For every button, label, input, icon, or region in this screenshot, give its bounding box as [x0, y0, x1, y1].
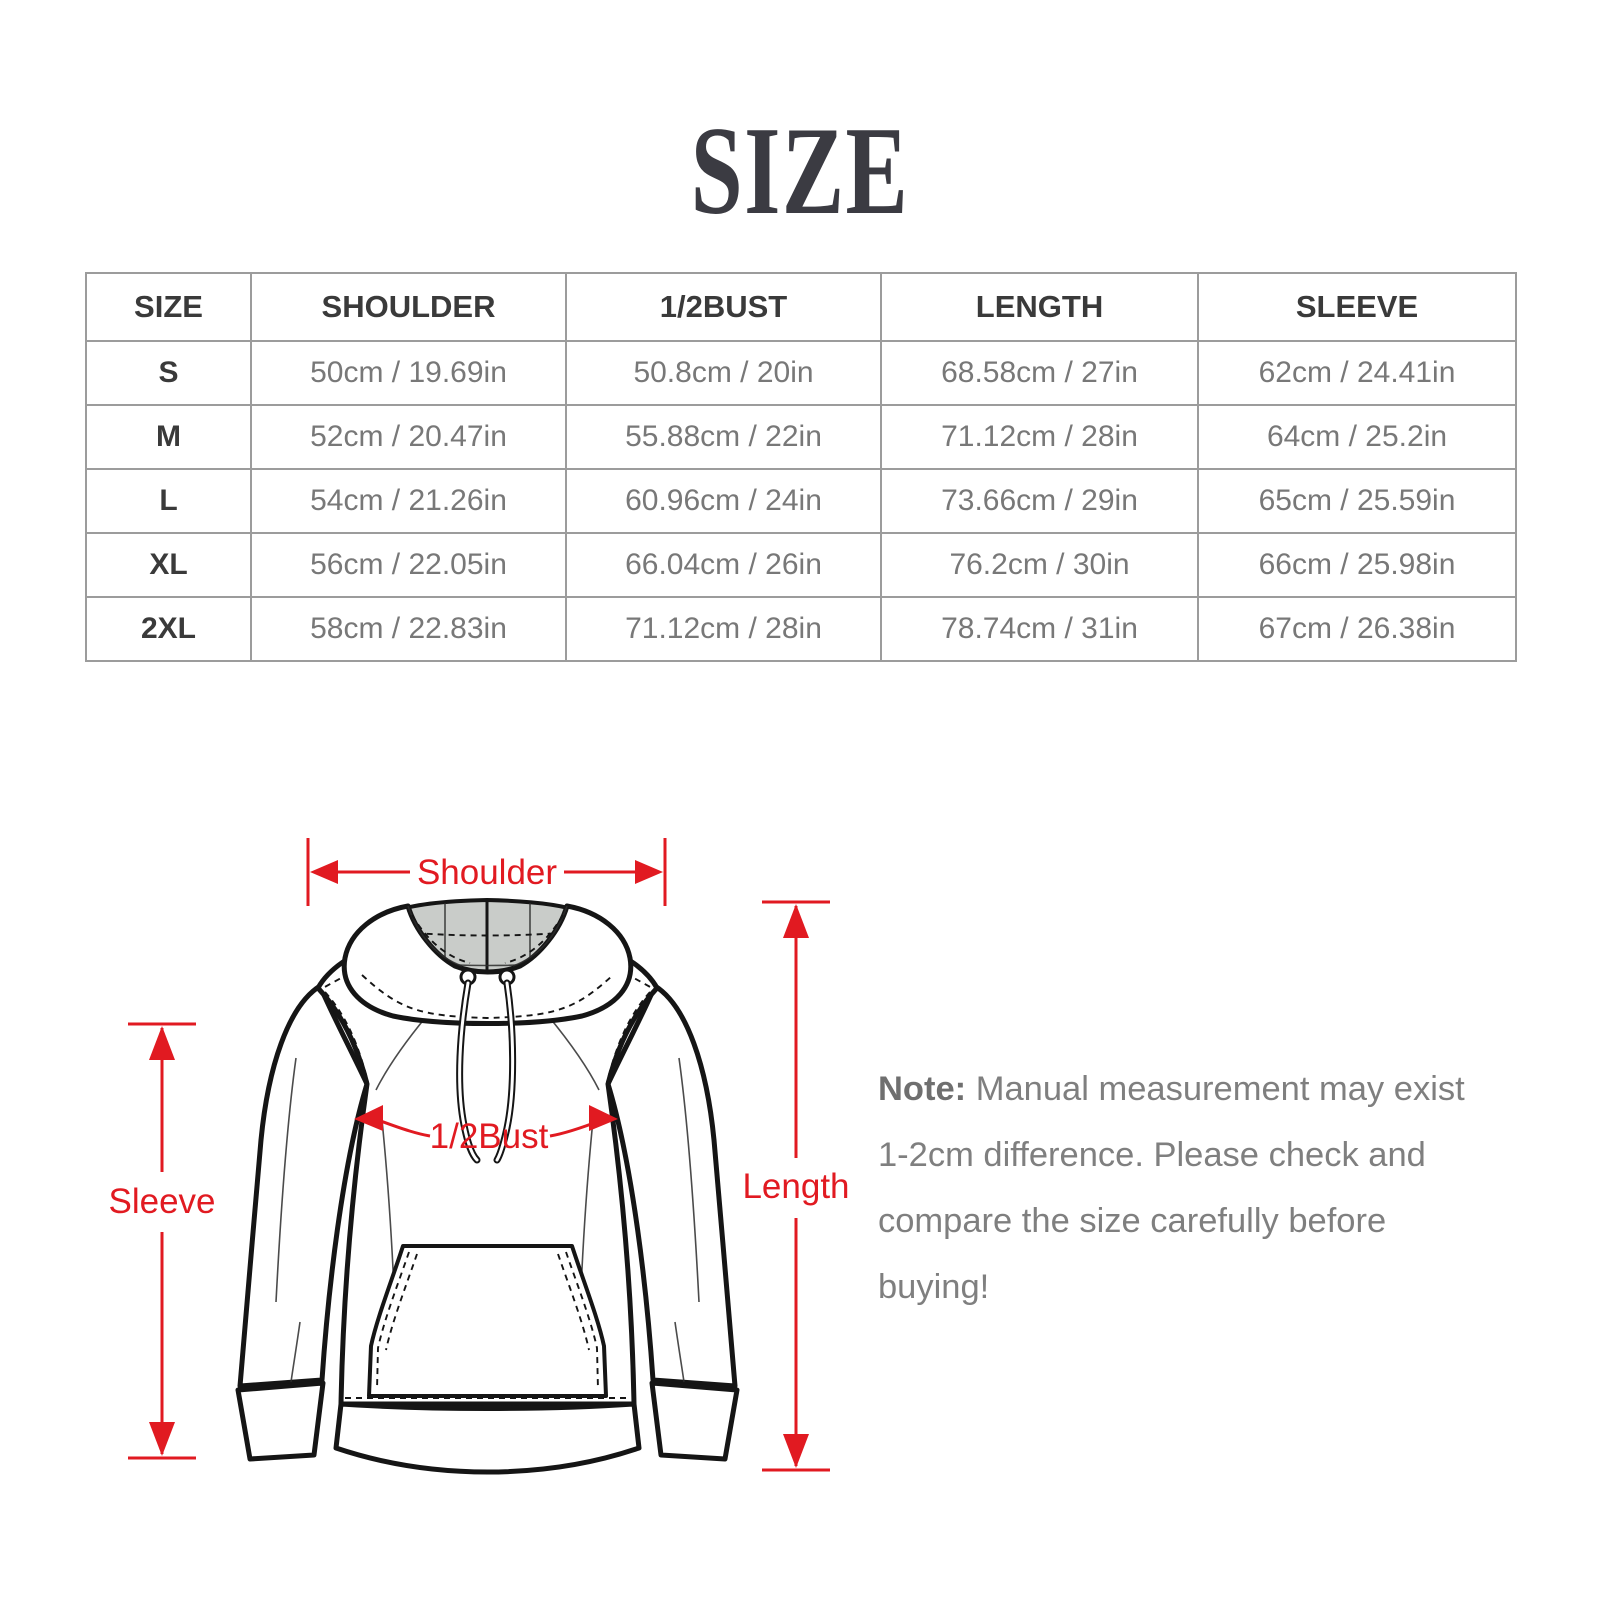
sleeve-arrow [108, 1024, 215, 1458]
col-header-size: SIZE [86, 273, 251, 341]
note-body: Manual measurement may exist 1-2cm difference. Please check and compare the size carefully before buying! [878, 1070, 1465, 1306]
sleeve-cell: 65cm / 25.59in [1198, 469, 1516, 533]
kangaroo-pocket [369, 1246, 606, 1396]
bust-label: 1/2Bust [429, 1117, 549, 1156]
sleeve-cell: 67cm / 26.38in [1198, 597, 1516, 661]
shoulder-label: Shoulder [416, 853, 558, 892]
hoodie-hem-band [336, 1398, 639, 1472]
sleeve-cell: 66cm / 25.98in [1198, 533, 1516, 597]
size-cell: S [86, 341, 251, 405]
size-cell: L [86, 469, 251, 533]
size-cell: XL [86, 533, 251, 597]
length-cell: 71.12cm / 28in [881, 405, 1198, 469]
col-header-shoulder: SHOULDER [251, 273, 566, 341]
sleeve-label: Sleeve [108, 1182, 216, 1221]
col-header-bust: 1/2BUST [566, 273, 881, 341]
bust-cell: 66.04cm / 26in [566, 533, 881, 597]
length-cell: 78.74cm / 31in [881, 597, 1198, 661]
sleeve-cell: 64cm / 25.2in [1198, 405, 1516, 469]
length-cell: 76.2cm / 30in [881, 533, 1198, 597]
page-title: SIZE [690, 102, 910, 241]
shoulder-cell: 52cm / 20.47in [251, 405, 566, 469]
shoulder-cell: 54cm / 21.26in [251, 469, 566, 533]
bust-cell: 60.96cm / 24in [566, 469, 881, 533]
bust-cell: 71.12cm / 28in [566, 597, 881, 661]
length-label: Length [742, 1167, 850, 1206]
shoulder-arrow [308, 838, 665, 906]
size-cell: 2XL [86, 597, 251, 661]
bust-cell: 55.88cm / 22in [566, 405, 881, 469]
shoulder-cell: 56cm / 22.05in [251, 533, 566, 597]
length-cell: 73.66cm / 29in [881, 469, 1198, 533]
col-header-sleeve: SLEEVE [1198, 273, 1516, 341]
shoulder-cell: 50cm / 19.69in [251, 341, 566, 405]
shoulder-cell: 58cm / 22.83in [251, 597, 566, 661]
length-cell: 68.58cm / 27in [881, 341, 1198, 405]
sleeve-cell: 62cm / 24.41in [1198, 341, 1516, 405]
size-cell: M [86, 405, 251, 469]
length-arrow [742, 902, 849, 1470]
bust-cell: 50.8cm / 20in [566, 341, 881, 405]
note-label: Note: [878, 1070, 967, 1108]
note-text [878, 1056, 1474, 1320]
col-header-length: LENGTH [881, 273, 1198, 341]
